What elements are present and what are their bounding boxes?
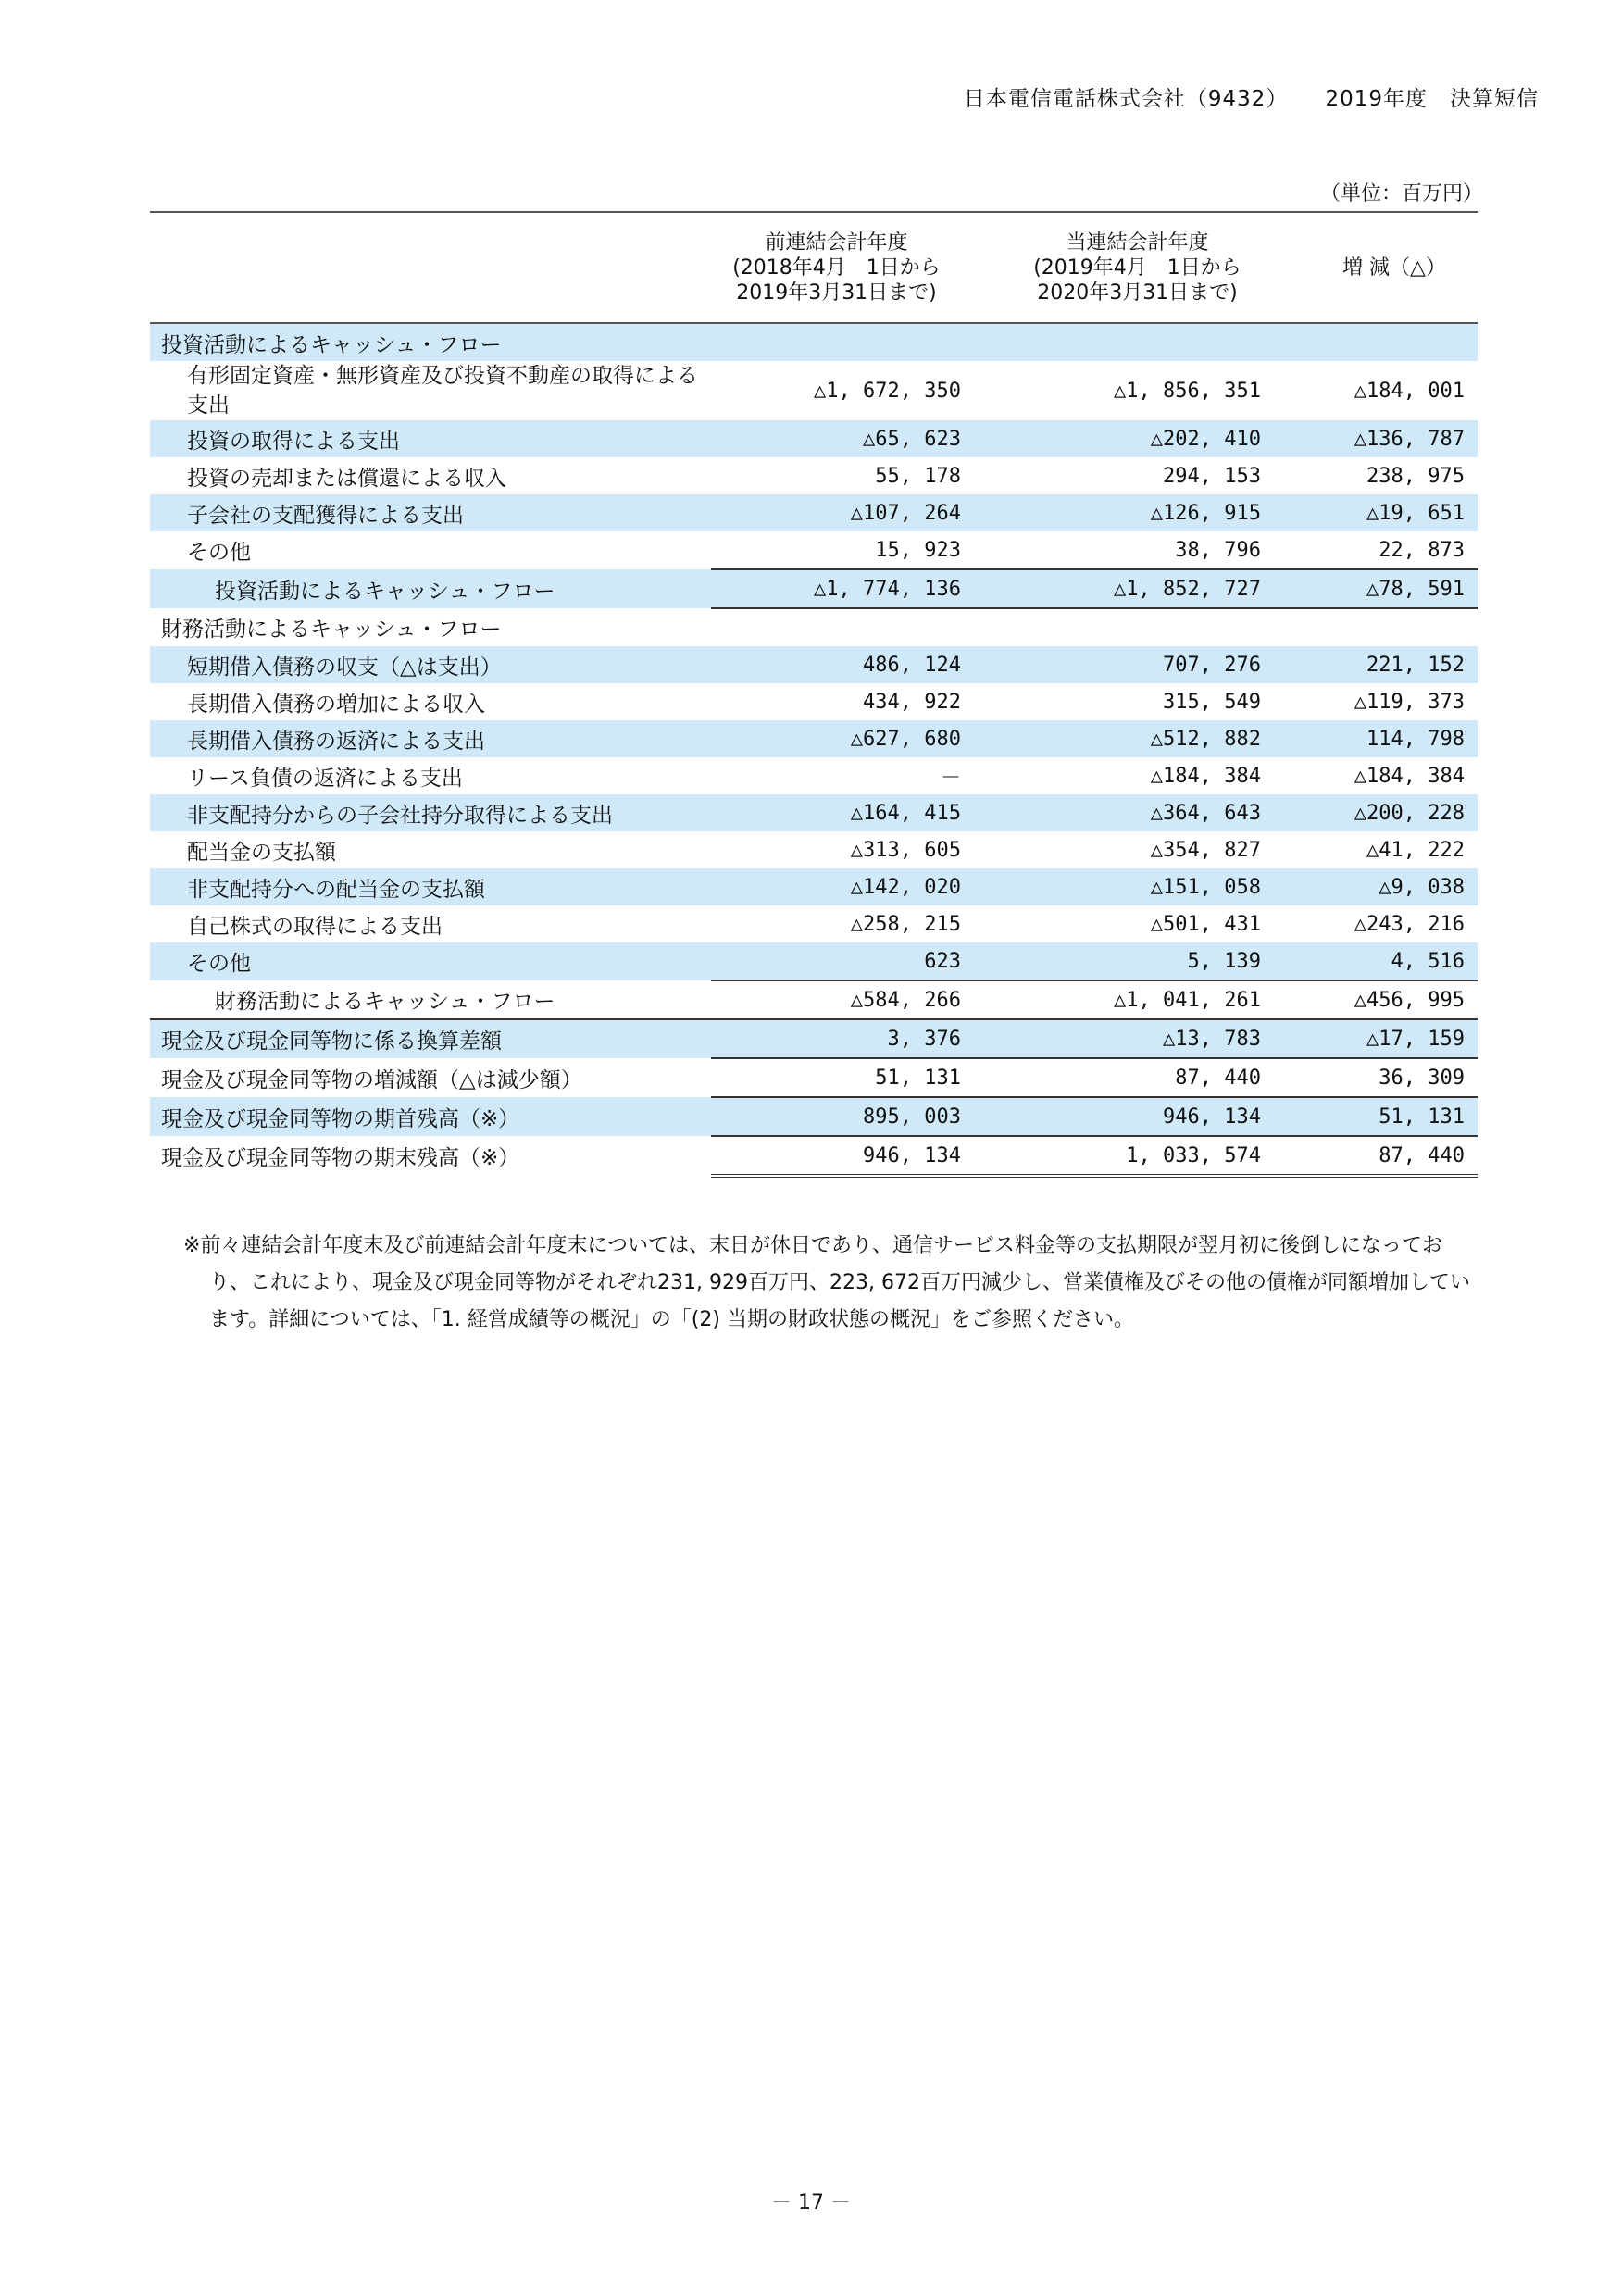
cash-flow-table [150,211,1478,1178]
row-label: 有形固定資産・無形資産及び投資不動産の取得による支出 [187,364,698,418]
table-row [150,683,1478,720]
table-row [150,1019,1478,1058]
change-value: △184, 001 [1354,379,1465,403]
footnote [183,1228,1479,1339]
change-value: △17, 159 [1311,1019,1478,1058]
current-year-value: △126, 915 [1013,494,1311,531]
current-year-value: △512, 882 [1013,720,1311,757]
table-row [150,323,1478,361]
current-year-value: 87, 440 [1013,1058,1311,1097]
page-header [964,81,1539,112]
row-label: 短期借入債務の収支（△は支出） [150,646,711,683]
row-label: 投資の取得による支出 [150,420,711,457]
row-label: 非支配持分からの子会社持分取得による支出 [150,794,711,831]
row-label: 子会社の支配獲得による支出 [150,494,711,531]
prior-year-value: 3, 376 [711,1019,1013,1058]
table-row [150,868,1478,905]
change-value: △456, 995 [1311,980,1478,1019]
subtotal-label: 財務活動によるキャッシュ・フロー [215,990,555,1014]
table-row [150,457,1478,494]
prior-year-value: △164, 415 [711,794,1013,831]
empty-cell [1013,323,1311,361]
change-value: 22, 873 [1379,538,1465,562]
current-year-value: △202, 410 [1013,420,1311,457]
change-value: △41, 222 [1366,838,1465,862]
table-row [150,794,1478,831]
current-year-value: 38, 796 [1175,538,1261,562]
prior-year-value: 895, 003 [711,1097,1013,1136]
change-value: 36, 309 [1311,1058,1478,1097]
prior-year-value: △258, 215 [850,912,961,936]
change-value: △136, 787 [1311,420,1478,457]
change-value: 51, 131 [1311,1097,1478,1136]
current-year-value: △151, 058 [1013,868,1311,905]
current-year-value: △354, 827 [1150,838,1261,862]
row-label: その他 [150,942,711,980]
change-value: △184, 384 [1354,764,1465,788]
prior-year-value: △1, 672, 350 [814,379,961,403]
table-row [150,720,1478,757]
column-header-prior-year [711,212,1013,323]
table-row-total [150,1136,1478,1176]
prior-year-value: △313, 605 [850,838,961,862]
current-year-value: 315, 549 [1163,690,1261,714]
table-row [150,608,1478,646]
row-label: 現金及び現金同等物の期首残高（※） [150,1097,711,1136]
footnote-text: ※前々連結会計年度末及び前連結会計年度末については、末日が休日であり、通信サービス料金等の支払期限が翌月初に後倒しになっており、これにより、現金及び現金同等物がそれぞれ231, 929百万円、223, 672百万円減少し、営業債権及びその他の債権が同額増加しています。詳細については、「1. 経営成績等の概況」の「(2) 当期の財政状態の概況」をご参照ください。 [183,1234,1470,1331]
row-label: その他 [187,541,251,565]
header-line: (2019年4月 1日から [1033,256,1241,280]
change-value: △19, 651 [1311,494,1478,531]
prior-year-value: 15, 923 [875,538,961,562]
table-row [150,531,1478,569]
change-value: 87, 440 [1311,1136,1478,1176]
current-year-value: △1, 856, 351 [1114,379,1261,403]
row-label: 配当金の支払額 [187,840,336,865]
row-label: 現金及び現金同等物の増減額（△は減少額） [161,1067,582,1092]
header-label-blank [150,212,711,323]
section-heading-investing: 投資活動によるキャッシュ・フロー [150,323,711,361]
column-header-change: 増 減（△） [1311,212,1478,323]
table-row [150,646,1478,683]
prior-year-value: 51, 131 [711,1058,1013,1097]
change-value: △243, 216 [1354,912,1465,936]
prior-year-value: 623 [711,942,1013,980]
table-row [150,905,1478,942]
table-row [150,1097,1478,1136]
subtotal-label: 投資活動によるキャッシュ・フロー [150,569,711,608]
prior-year-value: 946, 134 [711,1136,1013,1176]
company-name: 日本電信電話株式会社（9432） [963,87,1289,111]
row-label: リース負債の返済による支出 [187,766,463,791]
table-row-subtotal [150,569,1478,608]
current-year-value: 946, 134 [1013,1097,1311,1136]
row-label: 非支配持分への配当金の支払額 [150,868,711,905]
current-year-value: △501, 431 [1150,912,1261,936]
header-line: 2020年3月31日まで) [1037,281,1238,305]
row-label: 長期借入債務の返済による支出 [150,720,711,757]
page-number: － 17 － [771,2191,851,2215]
current-year-value: 294, 153 [1163,464,1261,488]
prior-year-value: △65, 623 [711,420,1013,457]
report-title: 2019年度 決算短信 [1325,87,1539,111]
section-heading-financing: 財務活動によるキャッシュ・フロー [161,618,502,642]
header-line: 前連結会計年度 [765,231,908,255]
prior-year-value: 55, 178 [875,464,961,488]
table-header-row [150,212,1478,323]
row-label: 現金及び現金同等物の期末残高（※） [161,1146,520,1170]
change-value: 4, 516 [1311,942,1478,980]
current-year-value: △364, 643 [1013,794,1311,831]
prior-year-value: △142, 020 [711,868,1013,905]
row-label: 自己株式の取得による支出 [187,914,443,939]
prior-year-value: △627, 680 [711,720,1013,757]
change-value: △200, 228 [1311,794,1478,831]
empty-cell [1013,608,1311,646]
column-header-current-year [1013,212,1311,323]
table-row-subtotal [150,980,1478,1019]
change-value: △9, 038 [1311,868,1478,905]
change-value: 238, 975 [1366,464,1465,488]
table-row [150,757,1478,794]
table-row [150,831,1478,868]
current-year-value: △13, 783 [1013,1019,1311,1058]
prior-year-value: 434, 922 [863,690,961,714]
current-year-value: △1, 852, 727 [1013,569,1311,608]
table-row [150,1058,1478,1097]
prior-year-value: △584, 266 [711,980,1013,1019]
current-year-value: 5, 139 [1013,942,1311,980]
table-row [150,494,1478,531]
row-label: 長期借入債務の増加による収入 [187,692,485,717]
table-row [150,942,1478,980]
header-line: 2019年3月31日まで) [736,281,937,305]
empty-cell [711,323,1013,361]
prior-year-value: － [940,766,961,790]
header-line: 当連結会計年度 [1066,231,1209,255]
current-year-value: △1, 041, 261 [1013,980,1311,1019]
current-year-value: 707, 276 [1013,646,1311,683]
empty-cell [1311,323,1478,361]
header-line: (2018年4月 1日から [732,256,941,280]
prior-year-value: △1, 774, 136 [711,569,1013,608]
unit-label: （単位：百万円） [1319,182,1483,206]
prior-year-value: △107, 264 [711,494,1013,531]
change-value: △78, 591 [1311,569,1478,608]
table-row [150,420,1478,457]
change-value: 114, 798 [1311,720,1478,757]
prior-year-value: 486, 124 [711,646,1013,683]
table-row [150,361,1478,420]
empty-cell [1311,608,1478,646]
current-year-value: 1, 033, 574 [1013,1136,1311,1176]
change-value: △119, 373 [1354,690,1465,714]
row-label: 現金及び現金同等物に係る換算差額 [150,1019,711,1058]
change-value: 221, 152 [1311,646,1478,683]
current-year-value: △184, 384 [1150,764,1261,788]
empty-cell [711,608,1013,646]
row-label: 投資の売却または償還による収入 [187,466,506,491]
